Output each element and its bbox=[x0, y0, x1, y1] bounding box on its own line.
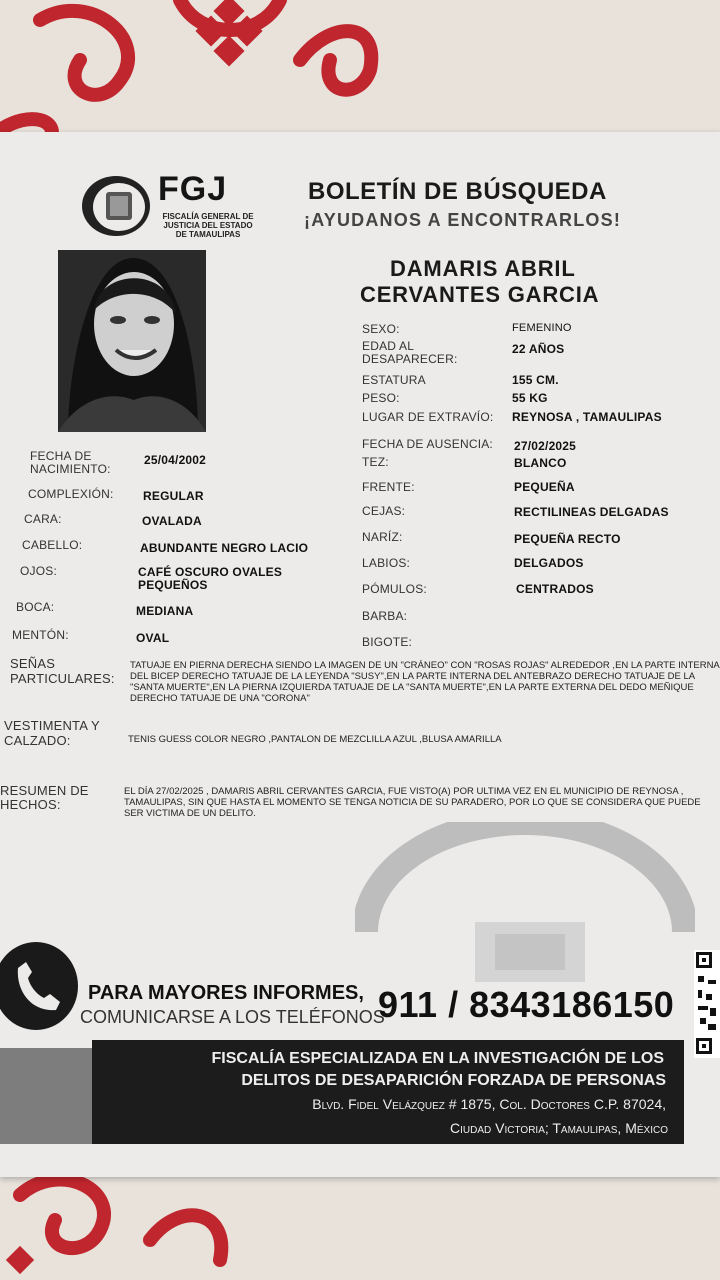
logo-text: FGJ bbox=[158, 170, 228, 208]
field-value-ojos: CAFÉ OSCURO OVALES PEQUEÑOS bbox=[138, 565, 283, 592]
field-label-cabello: CABELLO: bbox=[22, 538, 83, 552]
field-label-barba: BARBA: bbox=[362, 609, 408, 623]
field-label-frente: FRENTE: bbox=[362, 480, 415, 494]
field-value-labios: DELGADOS bbox=[514, 556, 584, 570]
footer-city: Ciudad Victoria; Tamaulipas, México bbox=[450, 1120, 668, 1136]
field-value-boca: MEDIANA bbox=[136, 604, 194, 618]
vestimenta-label: VESTIMENTA Y CALZADO: bbox=[4, 718, 100, 748]
field-label-fecha-ausencia: FECHA DE AUSENCIA: bbox=[362, 437, 493, 451]
logo-subtitle-line: JUSTICIA DEL ESTADO bbox=[163, 221, 253, 230]
contact-line2: COMUNICARSE A LOS TELÉFONOS bbox=[80, 1007, 385, 1027]
field-value-lugar: REYNOSA , TAMAULIPAS bbox=[512, 410, 662, 424]
logo-subtitle-line: DE TAMAULIPAS bbox=[175, 230, 241, 239]
field-label-menton: MENTÓN: bbox=[12, 628, 69, 642]
field-label-cara: CARA: bbox=[24, 512, 62, 526]
senas-label: SEÑAS PARTICULARES: bbox=[10, 656, 115, 686]
field-value-peso: 55 KG bbox=[512, 391, 548, 405]
fgj-seal-icon bbox=[80, 174, 152, 238]
footer-line1: FISCALÍA ESPECIALIZADA EN LA INVESTIGACIÓN DE LOS bbox=[211, 1050, 664, 1067]
field-value-cejas: RECTILINEAS DELGADAS bbox=[514, 505, 669, 519]
field-label-labios: LABIOS: bbox=[362, 556, 411, 570]
contact-line1: PARA MAYORES INFORMES, bbox=[88, 982, 364, 1004]
resumen-label: RESUMEN DE HECHOS: bbox=[0, 783, 89, 812]
field-value-nariz: PEQUEÑA RECTO bbox=[514, 532, 621, 546]
field-value-frente: PEQUEÑA bbox=[514, 480, 575, 494]
contact-phone[interactable]: 911 / 8343186150 bbox=[378, 984, 675, 1025]
field-value-edad: 22 AÑOS bbox=[512, 342, 565, 356]
field-value-tez: BLANCO bbox=[514, 456, 567, 470]
vestimenta-text: TENIS GUESS COLOR NEGRO ,PANTALON DE MEZCLILLA AZUL ,BLUSA AMARILLA bbox=[128, 734, 502, 745]
field-label-estatura: ESTATURA bbox=[362, 373, 426, 387]
resumen-text: EL DÍA 27/02/2025 , DAMARIS ABRIL CERVANTES GARCIA, FUE VISTO(A) POR ULTIMA VEZ EN EL MUNICIPIO DE REYNOSA , TAMAULIPAS, SIN QUE HASTA EL MOMENTO SE TENGA NOTICIA DE SU PARADERO, POR LO QUE SE CONSIDERA QUE PUEDE SER VICTIMA DE UN DELITO. bbox=[124, 786, 701, 819]
field-label-bigote: BIGOTE: bbox=[362, 635, 413, 649]
logo-subtitle-line: FISCALÍA GENERAL DE bbox=[162, 212, 254, 221]
qr-code-icon bbox=[694, 950, 720, 1058]
person-name-line2: CERVANTES GARCIA bbox=[360, 282, 600, 307]
field-label-peso: PESO: bbox=[362, 391, 400, 405]
field-value-menton: OVAL bbox=[136, 631, 170, 645]
field-label-tez: TEZ: bbox=[362, 455, 389, 469]
footer-line2: DELITOS DE DESAPARICIÓN FORZADA DE PERSONAS bbox=[241, 1072, 666, 1089]
field-value-pomulos: CENTRADOS bbox=[516, 582, 594, 596]
search-bulletin-sheet bbox=[0, 132, 720, 1177]
field-label-fecha-nacimiento: FECHA DE NACIMIENTO: bbox=[30, 449, 111, 476]
phone-icon bbox=[0, 940, 82, 1032]
field-value-cara: OVALADA bbox=[142, 514, 202, 528]
field-label-boca: BOCA: bbox=[16, 600, 55, 614]
field-value-fecha-nacimiento: 25/04/2002 bbox=[144, 453, 207, 467]
field-value-sexo: FEMENINO bbox=[512, 322, 572, 334]
footer-address: Blvd. Fidel Velázquez # 1875, Col. Doctores C.P. 87024, bbox=[312, 1096, 666, 1112]
senas-text: TATUAJE EN PIERNA DERECHA SIENDO LA IMAGEN DE UN "CRÁNEO" CON "ROSAS ROJAS" ALREDEDOR ,EN LA PARTE INTERNA DEL BICEP DERECHO TATUAJE DE LA LEYENDA "SUSY",EN LA PARTE INTERNA DEL ANTEBRAZO DERECHO TATUAJE DE LA "SANTA MUERTE",EN LA PIERNA IZQUIERDA TATUAJE DE LA "SANTA MUERTE",EN LA PARTE EXTERNA DEL DEDO MEÑIQUE DERECHO TATUAJE DE UNA "CORONA" bbox=[130, 660, 720, 704]
field-label-edad: EDAD AL DESAPARECER: bbox=[362, 339, 458, 366]
footer-side-band bbox=[0, 1048, 92, 1144]
field-value-cabello: ABUNDANTE NEGRO LACIO bbox=[140, 541, 309, 555]
missing-person-photo bbox=[58, 250, 206, 432]
bulletin-subtitle: ¡AYUDANOS A ENCONTRARLOS! bbox=[304, 210, 622, 230]
field-label-ojos: OJOS: bbox=[20, 564, 58, 578]
field-label-lugar: LUGAR DE EXTRAVÍO: bbox=[362, 410, 494, 424]
field-label-pomulos: PÓMULOS: bbox=[362, 582, 427, 596]
footer-band bbox=[92, 1040, 684, 1144]
field-value-estatura: 155 CM. bbox=[512, 373, 559, 387]
field-value-complexion: REGULAR bbox=[143, 489, 204, 503]
logo-subtitle bbox=[156, 212, 260, 239]
field-label-cejas: CEJAS: bbox=[362, 504, 406, 518]
field-value-fecha-ausencia: 27/02/2025 bbox=[514, 439, 577, 453]
person-name-line1: DAMARIS ABRIL bbox=[390, 256, 576, 281]
field-label-complexion: COMPLEXIÓN: bbox=[28, 487, 114, 501]
field-label-sexo: SEXO: bbox=[362, 322, 400, 336]
bulletin-title: BOLETÍN DE BÚSQUEDA bbox=[308, 178, 607, 205]
field-label-nariz: NARÍZ: bbox=[362, 530, 403, 544]
